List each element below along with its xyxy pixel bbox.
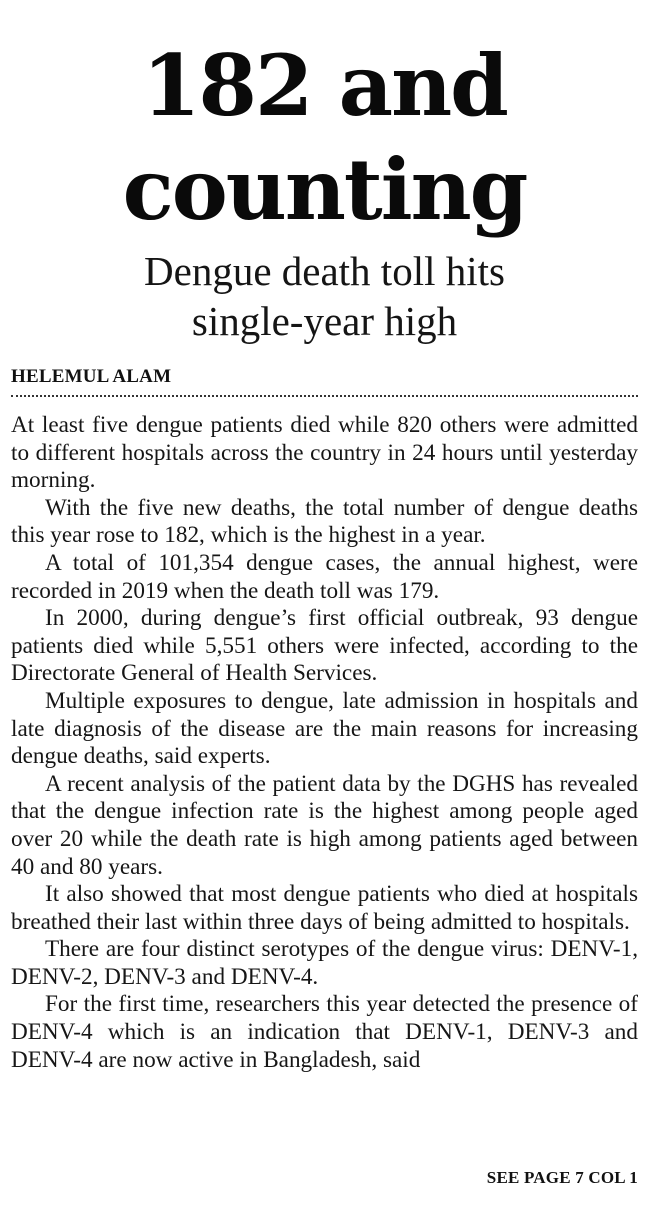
subhead-line-1: Dengue death toll hits [144, 248, 505, 294]
paragraph-2: With the five new deaths, the total number of dengue deaths this year rose to 182, which is the highest in a year. [11, 494, 638, 549]
subheadline [11, 246, 638, 346]
dotted-divider [11, 395, 638, 397]
byline: HELEMUL ALAM [11, 366, 172, 387]
paragraph-9: For the first time, researchers this year detected the presence of DENV-4 which is an indication that DENV-1, DENV-3 and DENV-4 are now active in Bangladesh, said [11, 991, 638, 1073]
paragraph-4: In 2000, during dengue’s first official outbreak, 93 dengue patients died while 5,551 others were infected, according to the Directorate General of Health Services. [11, 605, 638, 687]
headline-line-1: 182 and [142, 36, 507, 135]
paragraph-6: A recent analysis of the patient data by the DGHS has revealed that the dengue infection rate is the highest among people aged over 20 while the death rate is high among patients aged between 40 and 80 years. [11, 770, 638, 880]
continuation-note: SEE PAGE 7 COL 1 [486, 1168, 638, 1187]
paragraph-5: Multiple exposures to dengue, late admission in hospitals and late diagnosis of the disease are the main reasons for increasing dengue deaths, said experts. [11, 687, 638, 770]
headline [11, 0, 638, 242]
paragraph-3: A total of 101,354 dengue cases, the annual highest, were recorded in 2019 when the death toll was 179. [11, 549, 638, 604]
paragraph-8: There are four distinct serotypes of the dengue virus: DENV-1, DENV-2, DENV-3 and DENV-4. [11, 936, 638, 990]
subhead-line-2: single-year high [191, 298, 458, 344]
article-body [11, 412, 638, 1074]
paragraph-1: At least five dengue patients died while 820 others were admitted to different hospitals across the country in 24 hours until yesterday morning. [11, 412, 638, 494]
headline-line-2: counting [122, 140, 527, 239]
paragraph-7: It also showed that most dengue patients who died at hospitals breathed their last within three days of being admitted to hospitals. [11, 881, 638, 935]
